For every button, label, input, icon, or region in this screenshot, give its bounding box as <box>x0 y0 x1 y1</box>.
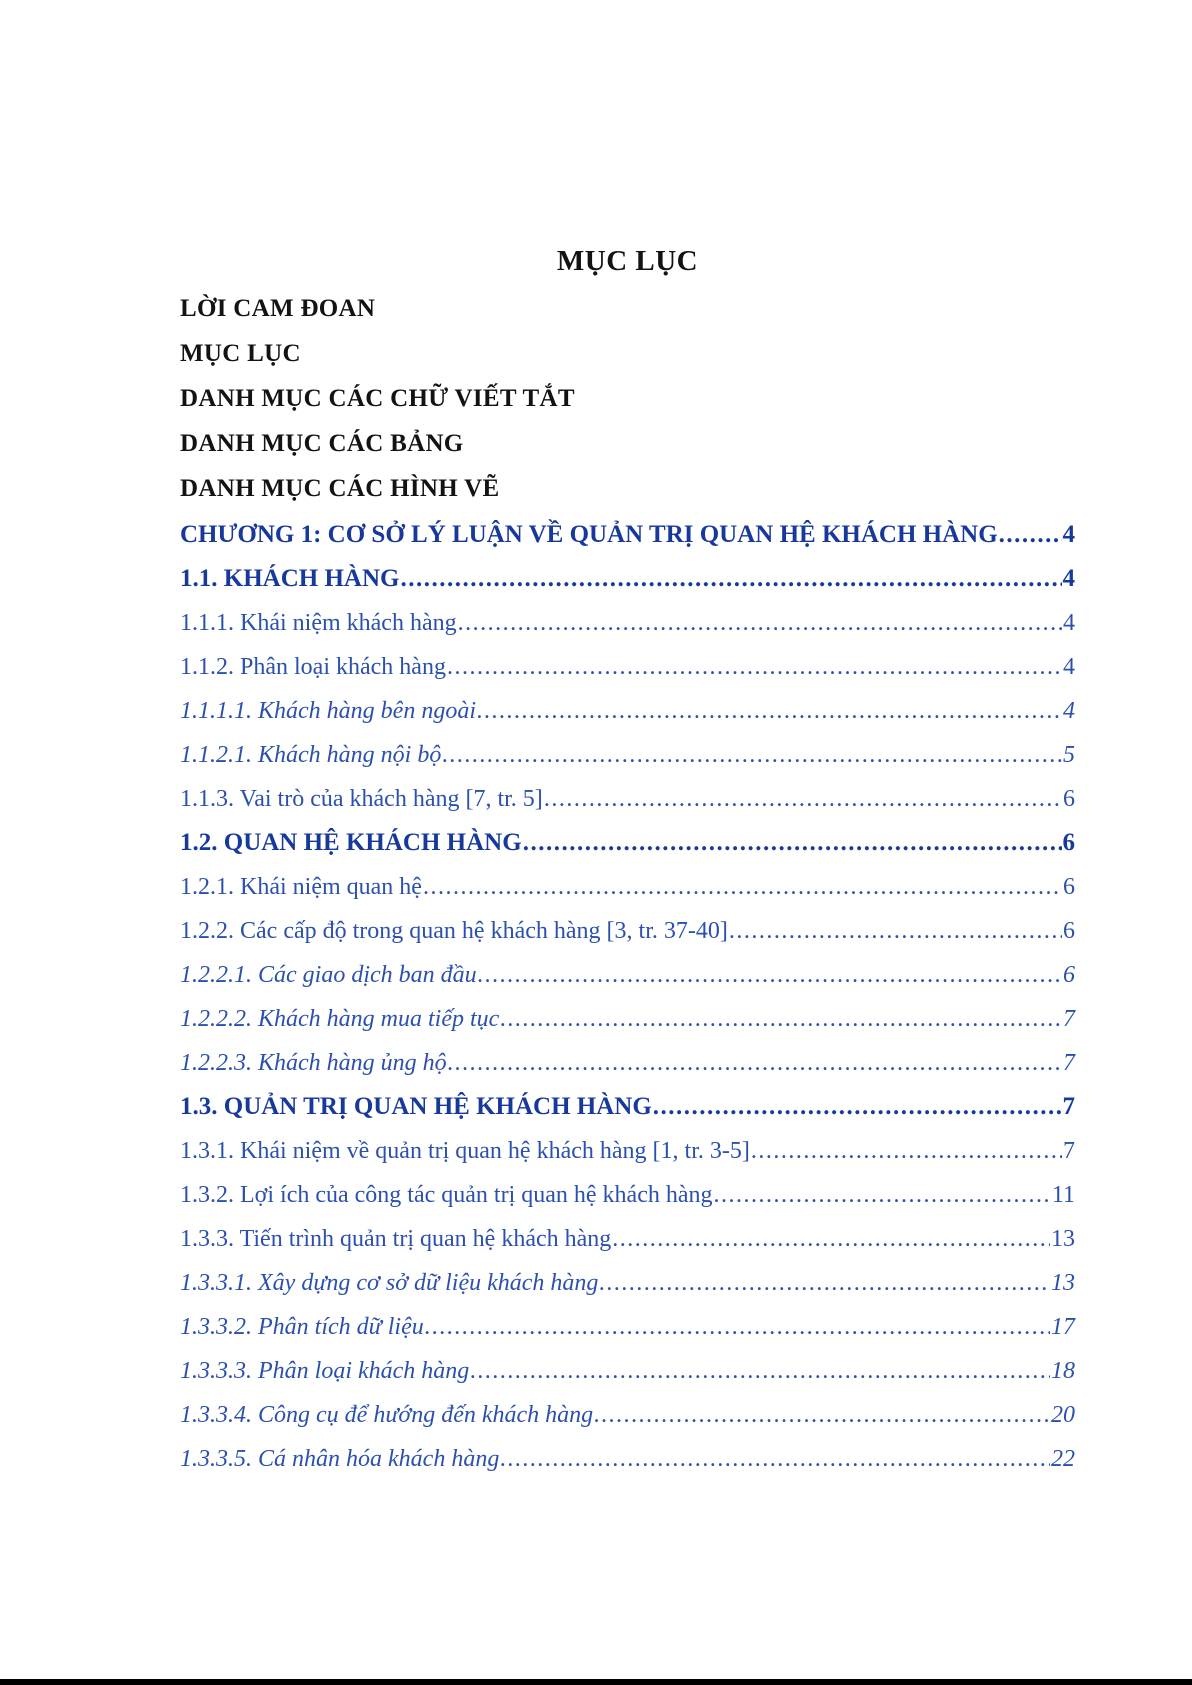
toc-entry-page: 6 <box>1062 829 1075 856</box>
toc-entry-label: 1.3.3. Tiến trình quản trị quan hệ khách hàng <box>180 1226 612 1252</box>
toc-entry-page: 7 <box>1062 1093 1075 1120</box>
toc-entry <box>180 1217 1075 1261</box>
toc-entry-page: 4 <box>1063 610 1075 636</box>
toc-entry-label: 1.3.3.2. Phân tích dữ liệu <box>180 1314 424 1340</box>
front-matter-entry-label: LỜI CAM ĐOAN <box>180 295 376 322</box>
dot-leader <box>470 1349 1050 1393</box>
toc-entry-page: 17 <box>1051 1314 1075 1340</box>
front-matter-list <box>180 286 1075 511</box>
toc-entry-label: 1.3.3.3. Phân loại khách hàng <box>180 1358 470 1384</box>
toc-entry-label: 1.1. KHÁCH HÀNG <box>180 565 400 592</box>
toc-entry <box>180 909 1075 953</box>
dot-leader <box>423 865 1062 909</box>
toc-entry-label: CHƯƠNG 1: CƠ SỞ LÝ LUẬN VỀ QUẢN TRỊ QUAN HỆ KHÁCH HÀNG <box>180 521 998 548</box>
dot-leader <box>714 1173 1051 1217</box>
toc-entry-page: 7 <box>1063 1050 1075 1076</box>
toc-entry-label: 1.1.3. Vai trò của khách hàng [7, tr. 5] <box>180 786 543 812</box>
toc-entry-label: 1.1.1.1. Khách hàng bên ngoài <box>180 698 476 724</box>
toc-entry <box>180 953 1075 997</box>
toc-entry <box>180 1349 1075 1393</box>
toc-entry-label: 1.2. QUAN HỆ KHÁCH HÀNG <box>180 829 522 856</box>
toc-entry-label: 1.2.2.3. Khách hàng ủng hộ <box>180 1050 447 1076</box>
toc-entry-label: 1.3.2. Lợi ích của công tác quản trị quan hệ khách hàng <box>180 1182 713 1208</box>
toc-entry-page: 6 <box>1063 786 1075 812</box>
toc-entry-page: 11 <box>1051 1182 1075 1208</box>
toc-entry <box>180 865 1075 909</box>
page-content <box>180 236 1075 1481</box>
toc-entry-label: 1.1.2.1. Khách hàng nội bộ <box>180 742 442 768</box>
dot-leader <box>500 997 1062 1041</box>
toc-entry <box>180 1305 1075 1349</box>
dot-leader <box>458 601 1062 645</box>
dot-leader <box>653 1085 1062 1129</box>
toc-entry <box>180 821 1075 865</box>
toc-entry <box>180 997 1075 1041</box>
front-matter-entry-label: DANH MỤC CÁC CHỮ VIẾT TẮT <box>180 385 575 412</box>
dot-leader <box>477 689 1062 733</box>
front-matter-entry-label: DANH MỤC CÁC HÌNH VẼ <box>180 475 500 502</box>
toc-entry <box>180 1129 1075 1173</box>
dot-leader <box>751 1129 1062 1173</box>
toc-entry <box>180 1261 1075 1305</box>
dot-leader <box>729 909 1062 953</box>
toc-entry-page: 7 <box>1063 1138 1075 1164</box>
toc-entry-page: 4 <box>1063 698 1075 724</box>
front-matter-entry <box>180 376 1075 421</box>
toc-entry <box>180 1173 1075 1217</box>
front-matter-entry-label: MỤC LỤC <box>180 340 301 367</box>
toc-entry <box>180 513 1075 557</box>
toc-entry-label: 1.3. QUẢN TRỊ QUAN HỆ KHÁCH HÀNG <box>180 1093 652 1120</box>
dot-leader <box>544 777 1062 821</box>
dot-leader <box>523 821 1062 865</box>
toc-entry-page: 6 <box>1063 874 1075 900</box>
toc-entry-page: 18 <box>1051 1358 1075 1384</box>
front-matter-entry <box>180 466 1075 511</box>
front-matter-entry-label: DANH MỤC CÁC BẢNG <box>180 430 464 457</box>
dot-leader <box>425 1305 1050 1349</box>
front-matter-entry <box>180 286 1075 331</box>
toc-entry-page: 7 <box>1063 1006 1075 1032</box>
scanned-page-edge-bar <box>0 1679 1192 1685</box>
toc-entry-label: 1.1.1. Khái niệm khách hàng <box>180 610 457 636</box>
dot-leader <box>599 1261 1050 1305</box>
toc-entry-label: 1.2.1. Khái niệm quan hệ <box>180 874 422 900</box>
front-matter-entry <box>180 331 1075 376</box>
toc-entry <box>180 689 1075 733</box>
toc-entry-label: 1.2.2.2. Khách hàng mua tiếp tục <box>180 1006 500 1032</box>
toc-entry-page: 22 <box>1051 1446 1075 1472</box>
toc-entry-page: 4 <box>1062 521 1075 548</box>
toc-entry <box>180 601 1075 645</box>
toc-entry-label: 1.1.2. Phân loại khách hàng <box>180 654 446 680</box>
toc-entry <box>180 557 1075 601</box>
toc-entry-page: 13 <box>1051 1226 1075 1252</box>
dot-leader <box>447 645 1062 689</box>
toc-entry-label: 1.3.1. Khái niệm về quản trị quan hệ khách hàng [1, tr. 3-5] <box>180 1138 750 1164</box>
toc-entry-page: 4 <box>1063 654 1075 680</box>
dot-leader <box>400 557 1061 601</box>
front-matter-entry <box>180 421 1075 466</box>
toc-entry-label: 1.2.2. Các cấp độ trong quan hệ khách hàng [3, tr. 37-40] <box>180 918 728 944</box>
toc-entry-page: 20 <box>1051 1402 1075 1428</box>
toc-entry-page: 13 <box>1051 1270 1075 1296</box>
toc-list <box>180 513 1075 1481</box>
toc-entry <box>180 1085 1075 1129</box>
toc-entry-page: 4 <box>1062 565 1075 592</box>
toc-entry-page: 6 <box>1063 962 1075 988</box>
toc-entry <box>180 1437 1075 1481</box>
toc-entry-label: 1.2.2.1. Các giao dịch ban đầu <box>180 962 477 988</box>
toc-entry-page: 5 <box>1063 742 1075 768</box>
dot-leader <box>612 1217 1050 1261</box>
dot-leader <box>594 1393 1050 1437</box>
toc-entry <box>180 1393 1075 1437</box>
dot-leader <box>500 1437 1050 1481</box>
toc-entry <box>180 645 1075 689</box>
toc-entry-label: 1.3.3.1. Xây dựng cơ sở dữ liệu khách hàng <box>180 1270 599 1296</box>
toc-entry <box>180 777 1075 821</box>
dot-leader <box>442 733 1062 777</box>
page-title: MỤC LỤC <box>556 245 699 277</box>
toc-entry-label: 1.3.3.4. Công cụ để hướng đến khách hàng <box>180 1402 594 1428</box>
toc-entry-label: 1.3.3.5. Cá nhân hóa khách hàng <box>180 1446 500 1472</box>
dot-leader <box>478 953 1062 997</box>
dot-leader <box>999 513 1062 557</box>
toc-entry <box>180 1041 1075 1085</box>
toc-entry-page: 6 <box>1063 918 1075 944</box>
dot-leader <box>448 1041 1062 1085</box>
toc-entry <box>180 733 1075 777</box>
